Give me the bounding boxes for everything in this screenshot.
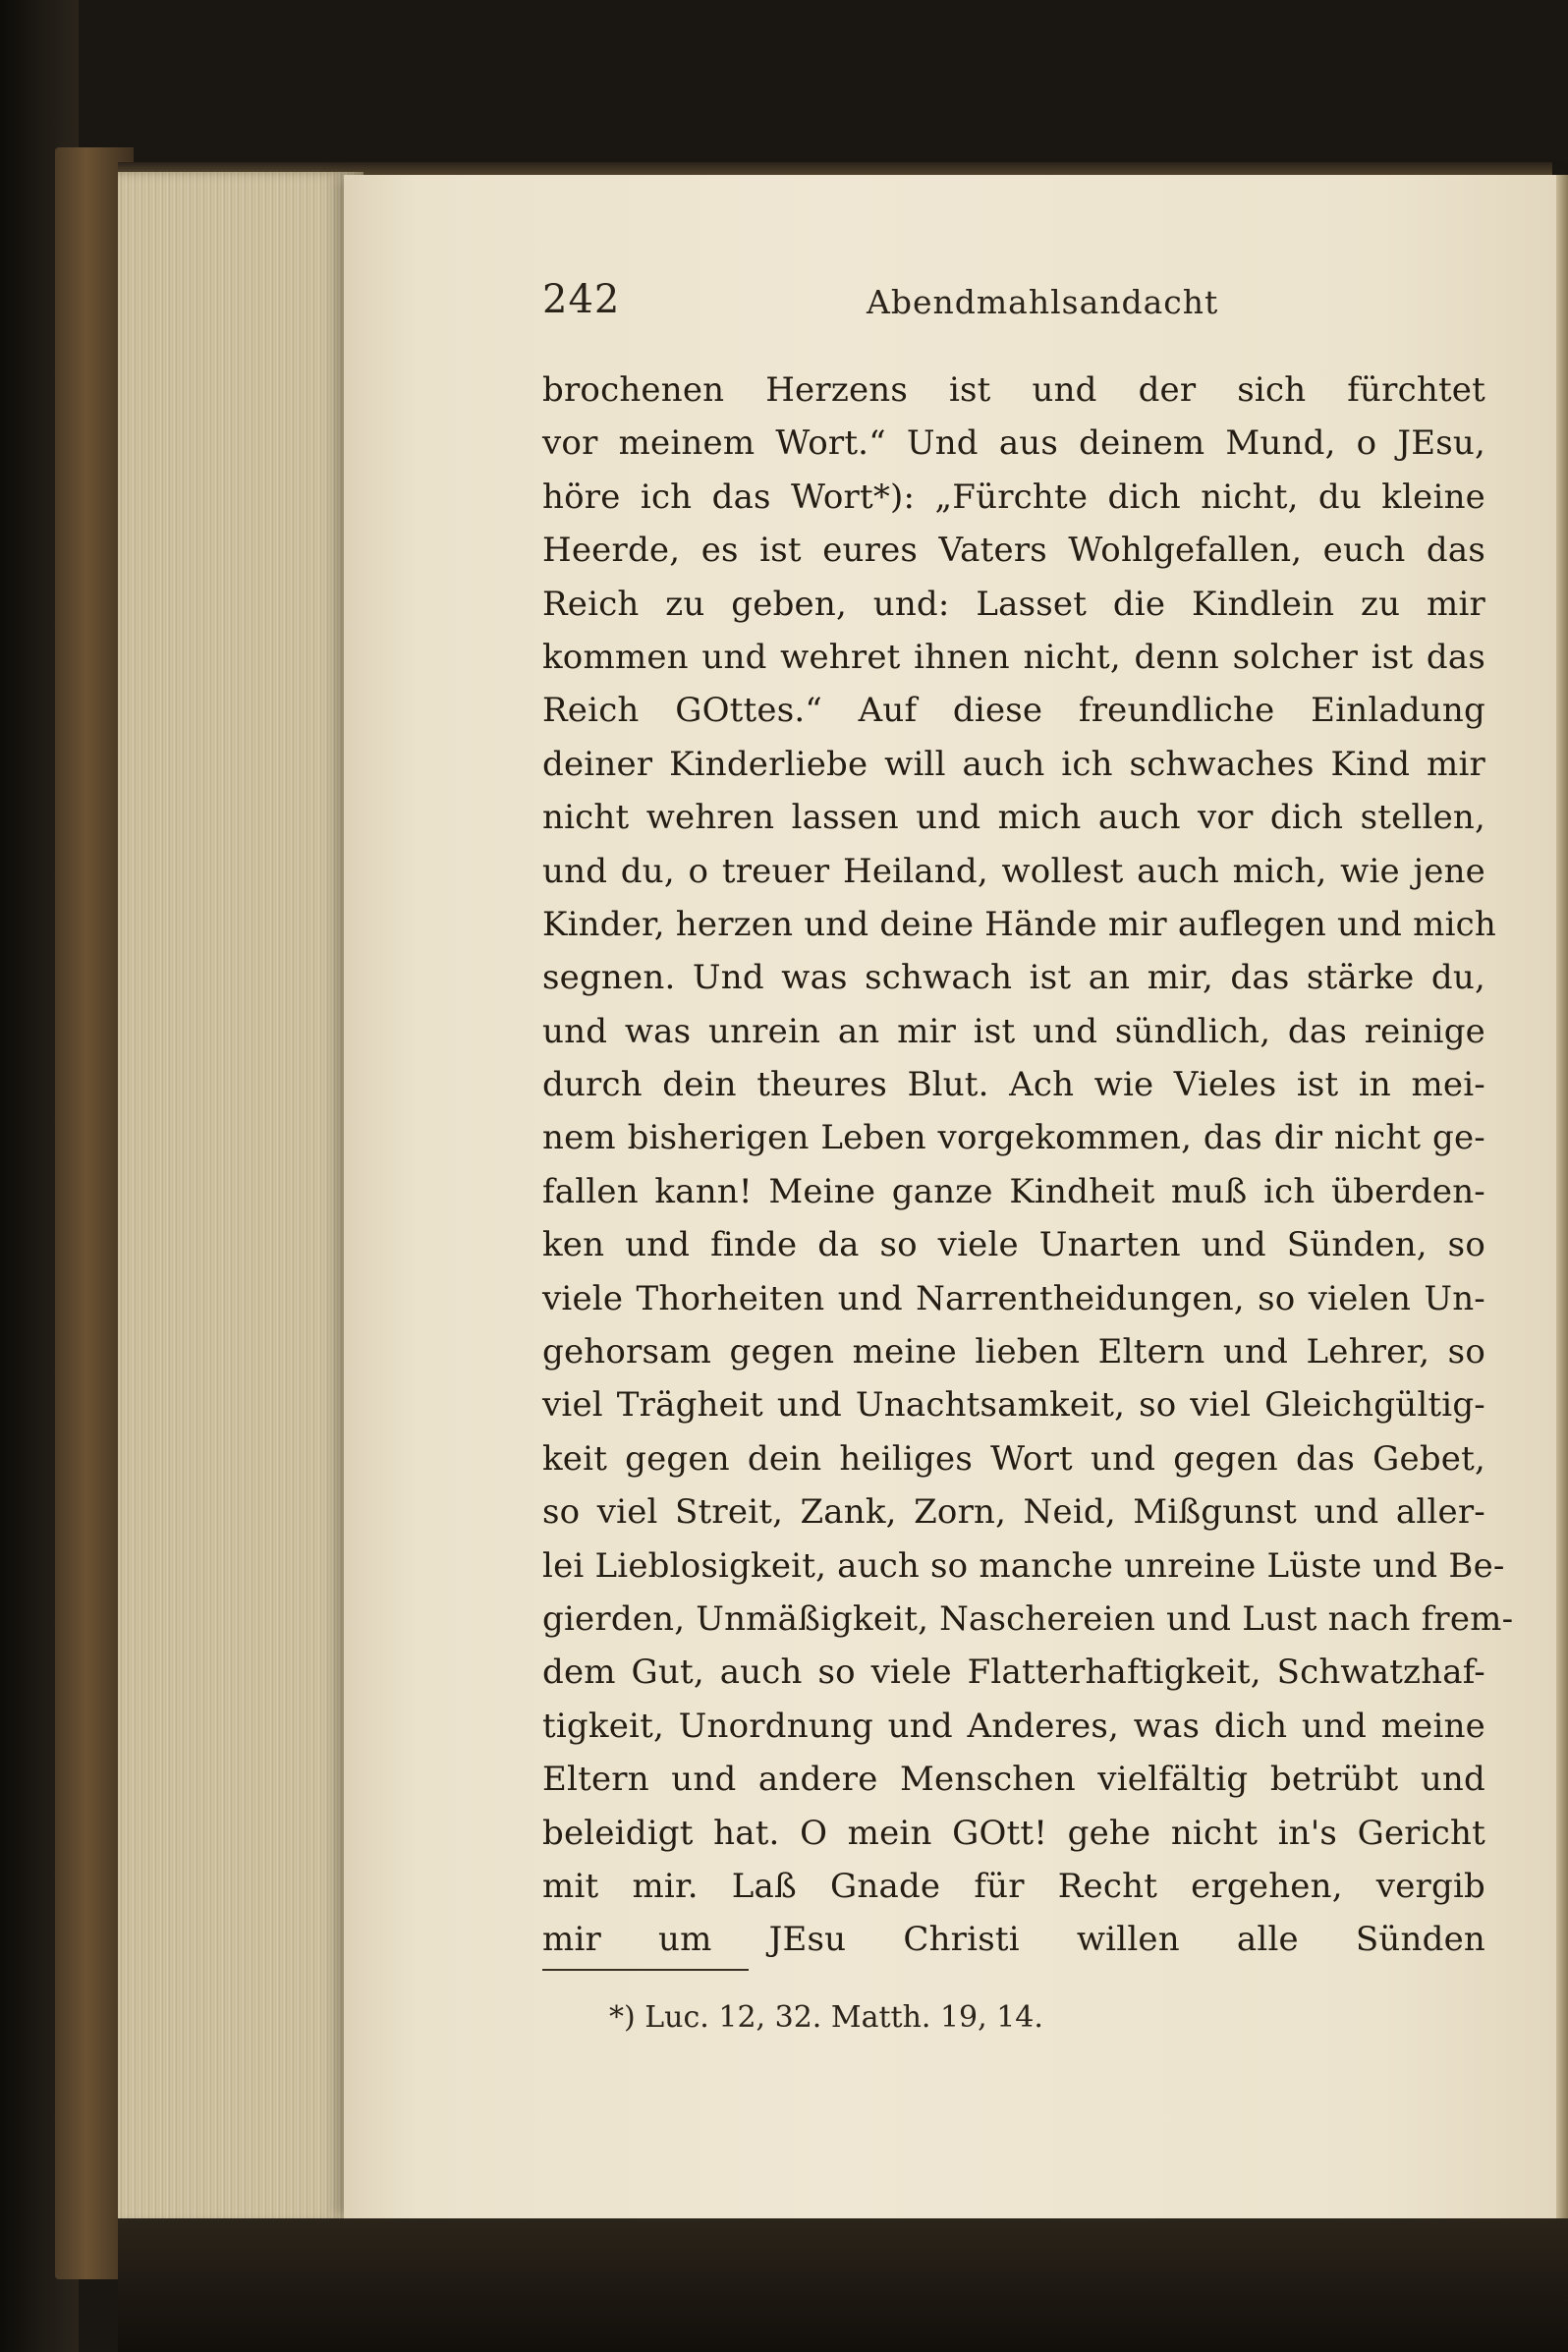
page-right-edge: [1556, 175, 1568, 2218]
text-line: und du, o treuer Heiland, wollest auch mich, wie jene: [542, 851, 1485, 891]
footnote-rule: [542, 1969, 749, 1971]
text-line: Kinder, herzen und deine Hände mir auflegen und mich: [542, 904, 1496, 944]
text-line: fallen kann! Meine ganze Kindheit muß ich überden-: [542, 1171, 1485, 1211]
text-line: und was unrein an mir ist und sündlich, das reinige: [542, 1011, 1485, 1051]
text-line: kommen und wehret ihnen nicht, denn solcher ist das: [542, 637, 1485, 677]
text-line: so viel Streit, Zank, Zorn, Neid, Mißgunst und aller-: [542, 1492, 1485, 1533]
text-line: segnen. Und was schwach ist an mir, das stärke du,: [542, 958, 1485, 998]
text-line: vor meinem Wort.“ Und aus deinem Mund, o JEsu,: [542, 423, 1485, 464]
text-line: viele Thorheiten und Narrentheidungen, so vielen Un-: [542, 1278, 1485, 1318]
page-header: [542, 277, 1525, 336]
text-line: höre ich das Wort*): „Fürchte dich nicht, du kleine: [542, 476, 1485, 517]
text-line: deiner Kinderliebe will auch ich schwaches Kind mir: [542, 744, 1485, 784]
text-line: Heerde, es ist eures Vaters Wohlgefallen, euch das: [542, 531, 1485, 571]
page-bottom-shadow: [118, 2218, 1568, 2352]
text-line: Reich zu geben, und: Lasset die Kindlein zu mir: [542, 584, 1485, 624]
text-line: gehorsam gegen meine lieben Eltern und Lehrer, so: [542, 1332, 1485, 1372]
text-line: nicht wehren lassen und mich auch vor dich stellen,: [542, 798, 1485, 838]
text-line: nem bisherigen Leben vorgekommen, das dir nicht ge-: [542, 1118, 1485, 1158]
text-line: mit mir. Laß Gnade für Recht ergehen, vergib: [542, 1866, 1485, 1906]
text-line: ken und finde da so viele Unarten und Sünden, so: [542, 1225, 1485, 1265]
text-line: viel Trägheit und Unachtsamkeit, so viel Gleichgültig-: [542, 1385, 1485, 1426]
text-line: brochenen Herzens ist und der sich fürchtet: [542, 370, 1485, 410]
text-line: gierden, Unmäßigkeit, Naschereien und Lust nach frem-: [542, 1598, 1514, 1639]
body-text: [542, 364, 1514, 1967]
text-line: mir um JEsu Christi willen alle Sünden: [542, 1920, 1485, 1960]
text-line: durch dein theures Blut. Ach wie Vieles ist in mei-: [542, 1065, 1485, 1105]
text-line: lei Lieblosigkeit, auch so manche unreine Lüste und Be-: [542, 1545, 1505, 1586]
text-line: Reich GOttes.“ Auf diese freundliche Einladung: [542, 691, 1485, 731]
page-number: 242: [542, 277, 621, 322]
running-head: Abendmahlsandacht: [867, 283, 1219, 321]
text-line: keit gegen dein heiliges Wort und gegen das Gebet,: [542, 1438, 1485, 1479]
text-line: beleidigt hat. O mein GOtt! gehe nicht in's Gericht: [542, 1813, 1485, 1853]
text-line: Eltern und andere Menschen vielfältig betrübt und: [542, 1760, 1485, 1800]
text-line: dem Gut, auch so viele Flatterhaftigkeit, Schwatzhaf-: [542, 1652, 1485, 1693]
footnote: *) Luc. 12, 32. Matth. 19, 14.: [609, 2000, 1043, 2035]
page-stack-edges: [118, 172, 364, 2225]
text-line: tigkeit, Unordnung und Anderes, was dich und meine: [542, 1706, 1485, 1746]
